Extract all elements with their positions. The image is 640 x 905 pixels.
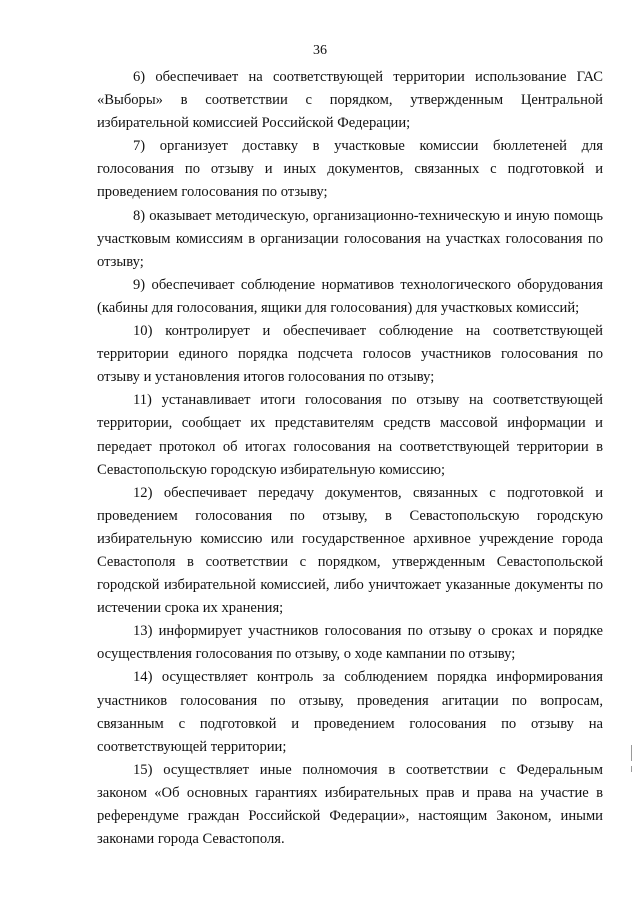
paragraph-item-15: 15) осуществляет иные полномочия в соответствии с Федеральным законом «Об основных гарантиях избирательных прав и права на участие в референдуме граждан Российской Федерации», настоящим Законом, иными законами города Севастополя. <box>97 761 603 848</box>
paragraph-item-6: 6) обеспечивает на соответствующей территории использование ГАС «Выборы» в соответствии с порядком, утвержденным Центральной избирательной комиссией Российской Федерации; <box>97 69 603 132</box>
scan-edge-mark <box>631 766 632 772</box>
paragraph-item-14: 14) осуществляет контроль за соблюдением порядка информирования участников голосования по отзыву, проведения агитации по вопросам, связанным с подготовкой и проведением голосования по отзыву на соответствующей территории; <box>97 669 603 755</box>
paragraph-item-8: 8) оказывает методическую, организационно-техническую и иную помощь участковым комиссиям в организации голосования на участках голосования по отзыву; <box>97 207 603 270</box>
paragraph-item-12: 12) обеспечивает передачу документов, связанных с подготовкой и проведением голосования по отзыву, в Севастопольскую городскую избирательную комиссию или государственное архивное учреждение города Севастополя в соответствии с порядком, утвержденным Севастопольской городской избирательной комиссией, либо уничтожает указанные документы по истечении срока их хранения; <box>97 484 603 617</box>
document-body <box>97 66 603 851</box>
paragraph-item-13: 13) информирует участников голосования по отзыву о сроках и порядке осуществления голосования по отзыву, о ходе кампании по отзыву; <box>97 623 603 663</box>
paragraph-item-10: 10) контролирует и обеспечивает соблюдение на соответствующей территории единого порядка подсчета голосов участников голосования по отзыву и установления итогов голосования по отзыву; <box>97 323 603 386</box>
paragraph-item-7: 7) организует доставку в участковые комиссии бюллетеней для голосования по отзыву и иных документов, связанных с подготовкой и проведением голосования по отзыву; <box>97 138 603 201</box>
page-number: 36 <box>313 43 327 58</box>
scan-edge-mark <box>631 745 632 761</box>
paragraph-item-9: 9) обеспечивает соблюдение нормативов технологического оборудования (кабины для голосования, ящики для голосования) для участковых комиссий; <box>97 276 603 316</box>
paragraph-item-11: 11) устанавливает итоги голосования по отзыву на соответствующей территории, сообщает их представителям средств массовой информации и передает протокол об итогах голосования на соответствующей территории в Севастопольскую городскую избирательную комиссию; <box>97 392 603 478</box>
